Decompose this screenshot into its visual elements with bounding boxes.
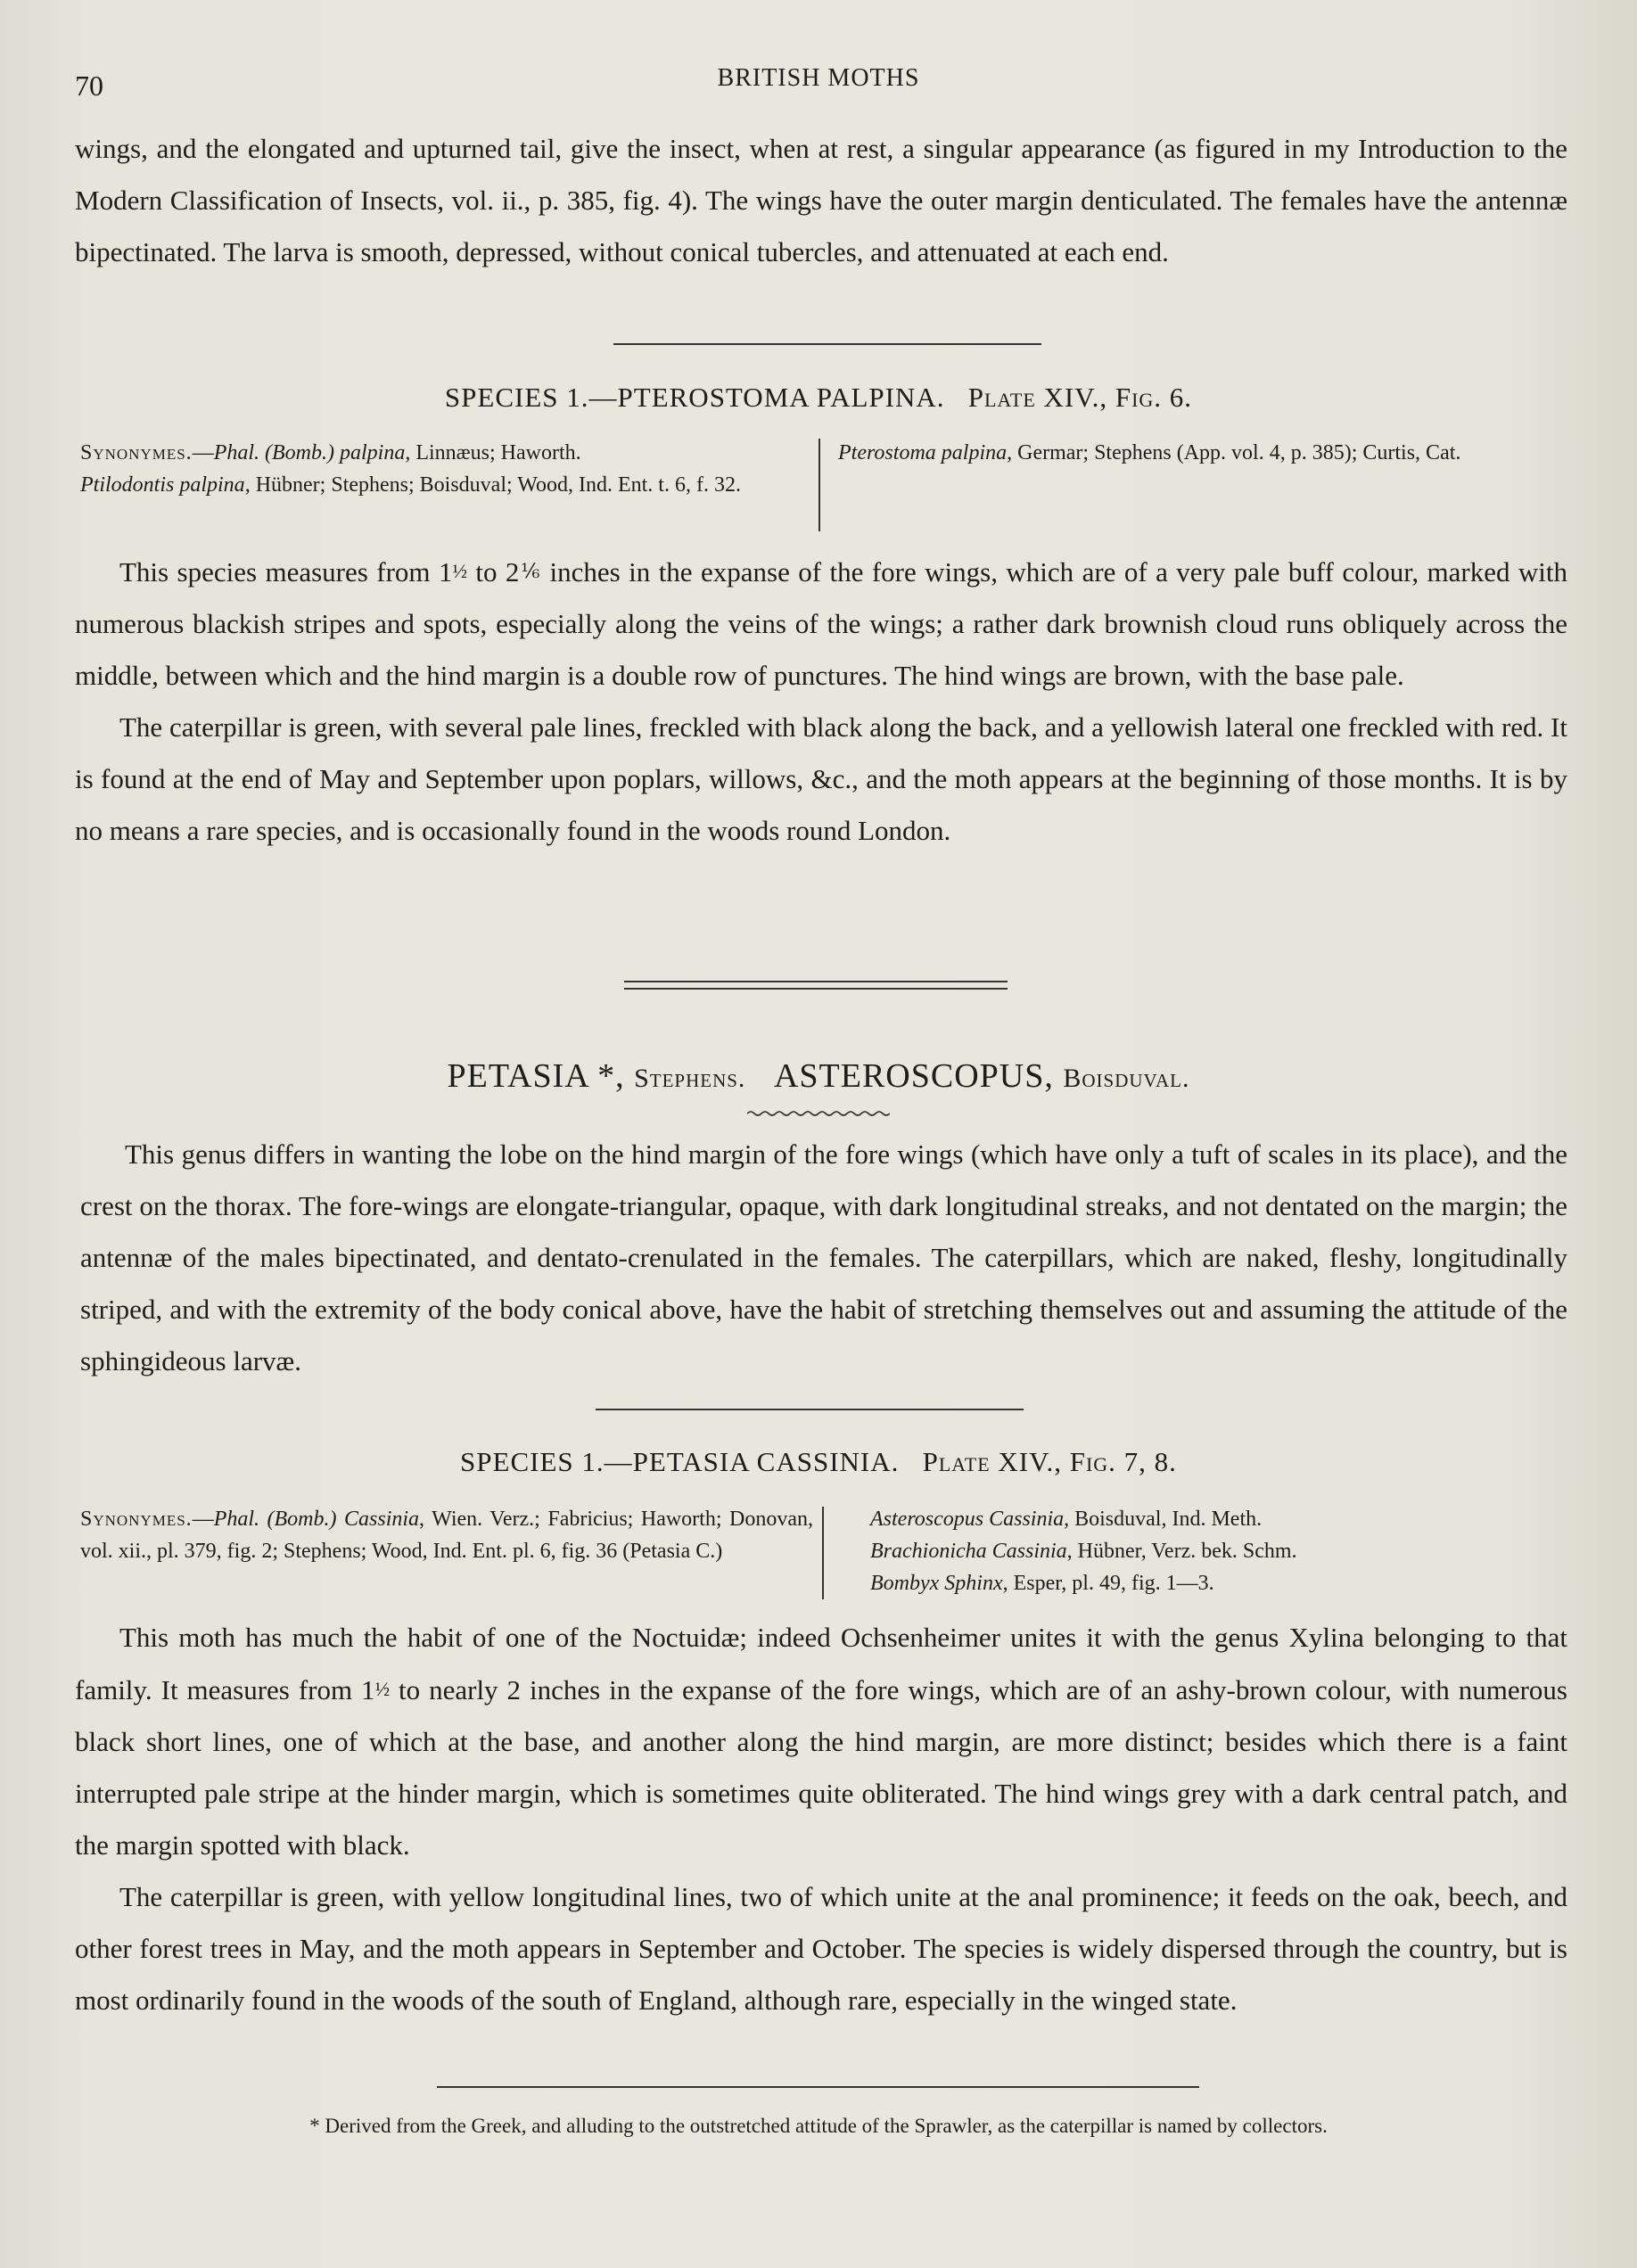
- species-1-description: [75, 546, 1567, 857]
- species-1-title-plate: Plate XIV., Fig. 6.: [967, 382, 1193, 413]
- synonym-text: , Linnæus; Haworth.: [405, 441, 581, 464]
- footnote-rule: [437, 2086, 1199, 2088]
- synonym-text: , Esper, pl. 49, fig. 1—3.: [1002, 1572, 1214, 1595]
- species-1-synonymes-right: [838, 437, 1569, 469]
- synonymes-divider: [822, 1507, 824, 1599]
- section-rule: [596, 1409, 1024, 1410]
- species-2-title-plate: Plate XIV., Fig. 7, 8.: [922, 1446, 1177, 1477]
- species-2-paragraph-2: The caterpillar is green, with yellow longitudinal lines, two of which unite at the anal prominence; it feeds on the oak, beech, and other forest trees in May, and the moth appears in September and October. The species is widely dispersed through the country, but is most ordinarily found in the woods of the south of England, although rare, especially in the winged state.: [75, 1881, 1567, 2016]
- synonymes-label: Synonymes.: [80, 1508, 193, 1531]
- wavy-ornament: [747, 1109, 890, 1118]
- synonymes-label: Synonymes.: [80, 441, 193, 464]
- species-1-synonymes-left: [80, 437, 813, 501]
- running-head: BRITISH MOTHS: [717, 64, 920, 92]
- synonymes-dash: —: [192, 1508, 214, 1531]
- species-2-synonymes-left: [80, 1503, 813, 1567]
- synonymes-dash: —: [192, 441, 214, 464]
- species-1-paragraph-2: The caterpillar is green, with several pale lines, freckled with black along the back, and a yellowish lateral one freckled with red. It is found at the end of May and September upon poplars, willows, &c., and the moth appears at the beginning of those months. It is by no means a rare species, and is occasionally found in the woods round London.: [75, 711, 1567, 846]
- synonym-name: Bombyx Sphinx: [870, 1572, 1003, 1595]
- synonym-name: Pterostoma palpina: [838, 441, 1008, 464]
- page-number: 70: [75, 70, 103, 102]
- species-1-title: [71, 382, 1566, 414]
- footnote: * Derived from the Greek, and alluding to the outstretched attitude of the Sprawler, as the caterpillar is named by collectors.: [309, 2115, 1328, 2137]
- intro-paragraph: wings, and the elongated and upturned tail, give the insect, when at rest, a singular appearance (as figured in my Introduction to the Modern Classification of Insects, vol. ii., p. 385, fig. 4). The wings have the outer margin denticulated. The females have the antennæ bipectinated. The larva is smooth, depressed, without conical tubercles, and attenuated at each end.: [75, 133, 1567, 267]
- synonym-text: , Wien. Verz.; Fabricius; Haworth; Donovan, vol. xii., pl. 379, fig. 2; Stephens; Wood, Ind. Ent. pl. 6, fig. 36 (Petasia C.): [80, 1508, 814, 1563]
- intro-paragraph-block: [75, 123, 1567, 278]
- synonym-name: Phal. (Bomb.) palpina: [213, 441, 406, 464]
- synonym-name: Asteroscopus Cassinia: [870, 1508, 1065, 1531]
- species-2-title: [71, 1446, 1566, 1478]
- synonym-text: , Hübner; Stephens; Boisduval; Wood, Ind. Ent. t. 6, f. 32.: [244, 473, 741, 497]
- synonym-name: Brachionicha Cassinia: [870, 1540, 1067, 1563]
- synonym-name: Ptilodontis palpina: [80, 473, 245, 497]
- species-2-title-main: SPECIES 1.—PETASIA CASSINIA.: [460, 1446, 900, 1477]
- genus-name-1: PETASIA *,: [447, 1057, 625, 1095]
- species-1-paragraph-1: [75, 546, 1567, 702]
- genus-title: [71, 1056, 1566, 1096]
- species-2-paragraph-1: [75, 1612, 1567, 1871]
- genus-paragraph: This genus differs in wanting the lobe on the hind margin of the fore wings (which have only a tuft of scales in its place), and the crest on the thorax. The fore-wings are elongate-triangular, opaque, with dark longitudinal streaks, and not dentated on the margin; the antennæ of the males bipectinated, and dentato-crenulated in the females. The caterpillars, which are naked, fleshy, longitudinally striped, and with the extremity of the body conical above, have the habit of stretching themselves out and assuming the attitude of the sphingideous larvæ.: [80, 1138, 1567, 1376]
- synonym-text: , Boisduval, Ind. Meth.: [1064, 1508, 1263, 1531]
- paragraph-text: inches in the expanse of the fore wings, which are of a very pale buff colour, marked with numerous blackish stripes and spots, especially along the veins of the wings; a rather dark brownish cloud runs obliquely across the middle, between which and the hind margin is a double row of punctures. The hind wings are brown, with the base pale.: [75, 556, 1567, 691]
- paragraph-text: This species measures from 1: [119, 556, 453, 588]
- paragraph-text: to 2: [466, 556, 520, 588]
- genus-author-1: Stephens.: [634, 1064, 746, 1093]
- fraction: ⅙: [519, 560, 542, 582]
- genus-double-rule: [624, 981, 1008, 990]
- fraction: ½: [452, 560, 467, 582]
- genus-author-2: Boisduval.: [1063, 1064, 1190, 1093]
- synonymes-divider: [818, 439, 820, 531]
- genus-name-2: ASTEROSCOPUS,: [773, 1057, 1054, 1095]
- species-2-description: [75, 1612, 1567, 2026]
- paragraph-text: to nearly 2 inches in the expanse of the fore wings, which are of an ashy-brown colour, with numerous black short lines, one of which at the base, and another along the hind margin, are more distinct; besides which there is a faint interrupted pale stripe at the hinder margin, which is sometimes quite obliterated. The hind wings grey with a dark central patch, and the margin spotted with black.: [75, 1674, 1567, 1861]
- paragraph-text: This moth has much the habit of one of the Noctuidæ; indeed Ochsenheimer unites it with the genus Xylina belonging to that family. It measures from 1: [75, 1622, 1567, 1705]
- synonym-text: , Hübner, Verz. bek. Schm.: [1066, 1540, 1297, 1563]
- genus-description: [80, 1129, 1567, 1387]
- fraction: ½: [374, 1678, 391, 1700]
- synonym-text: , Germar; Stephens (App. vol. 4, p. 385); Curtis, Cat.: [1007, 441, 1461, 464]
- species-1-title-main: SPECIES 1.—PTEROSTOMA PALPINA.: [444, 382, 945, 413]
- species-2-synonymes-right: [870, 1503, 1566, 1599]
- synonym-name: Phal. (Bomb.) Cassinia: [213, 1508, 420, 1531]
- page-header: [71, 62, 1566, 107]
- section-rule: [613, 343, 1041, 345]
